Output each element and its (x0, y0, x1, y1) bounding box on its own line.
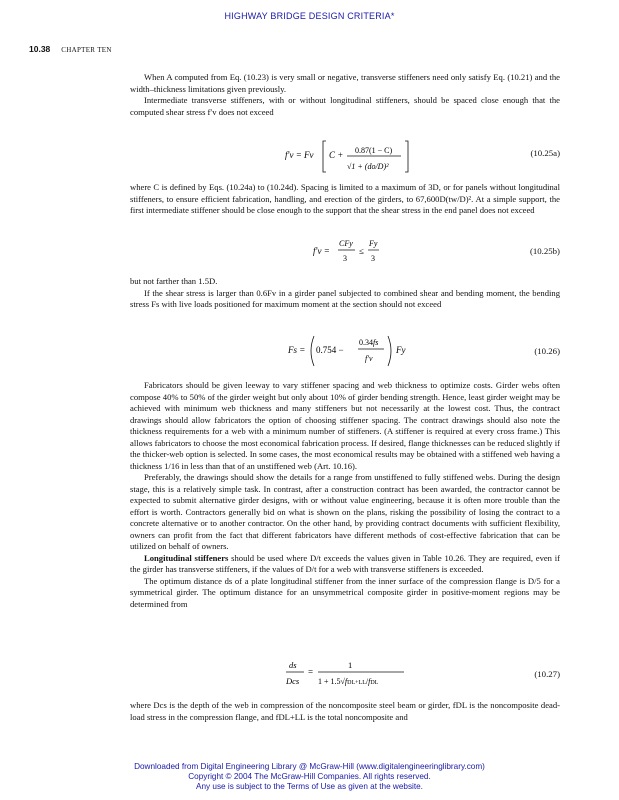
equation-10-27 (130, 656, 560, 694)
chapter-title: CHAPTER TEN (61, 46, 112, 54)
svg-text:ds: ds (289, 660, 297, 670)
text-block-3 (130, 276, 560, 311)
equation-10-26-expression (288, 332, 408, 372)
paragraph-10: where Dcs is the depth of the web in compression of the noncomposite steel beam or girder, fDL is the noncomposite dead-load stress in the compression flange, and fDL+LL is the total noncomposite and (130, 700, 560, 722)
svg-text:3: 3 (343, 254, 347, 263)
equation-10-25b (130, 236, 560, 266)
text-block-4 (130, 380, 560, 610)
svg-text:CFy: CFy (339, 239, 353, 248)
paragraph-8 (130, 553, 560, 576)
equation-10-26-graphic (288, 332, 408, 370)
paragraph-8-body: should be used where D/t exceeds the values given in Table 10.26. They are required, even if the girder has transverse stiffeners, if the values of D/t for a web with transverse stiffeners is exceeded. (130, 552, 560, 574)
equation-number: (10.25b) (529, 246, 560, 256)
svg-text:f′v: f′v (365, 354, 373, 363)
footer-download-link[interactable]: Downloaded from Digital Engineering Library @ McGraw-Hill (www.digitalengineeringlibrary.com) (134, 762, 485, 771)
footer-terms: Any use is subject to the Terms of Use as given at the website. (196, 782, 423, 791)
page-number: 10.38 (29, 44, 51, 54)
svg-text:0.34fs: 0.34fs (359, 338, 379, 347)
equation-number: (10.27) (534, 669, 560, 679)
equation-number: (10.25a) (530, 148, 560, 158)
running-head (29, 44, 112, 54)
paragraph-3: where C is defined by Eqs. (10.24a) to (10.24d). Spacing is limited to a maximum of 3D, or for panels without longitudinal stiffeners, to ensure efficient fabrication, handling, and erection of the girders, to 67,600D(tw/D)². At a simple support, the first intermediate stiffener should be close enough to the support that the shear stress in the end panel does not exceed (130, 182, 560, 215)
svg-text:1 + 1.5√fDL+LL/fDL: 1 + 1.5√fDL+LL/fDL (318, 677, 379, 686)
text-block-5 (130, 700, 560, 723)
svg-text:0.754 −: 0.754 − (316, 345, 344, 355)
paragraph-1: When A computed from Eq. (10.23) is very small or negative, transverse stiffeners need only satisfy Eq. (10.21) and the width–thickness limitations given previously. (130, 72, 560, 94)
svg-text:Fs =: Fs = (288, 345, 306, 355)
paragraph-6: Fabricators should be given leeway to vary stiffener spacing and web thickness to optimize costs. Girder webs often compose 40% to 50% of the girder weight but only about 10% of girder bending strength. Hence, least girder weight may be achieved with minimum web thickness and many stiffeners but not necessarily at the lowest cost. Thus, the contract drawings should allow fabricators the option of choosing stiffener spacing. The contract drawings should also note the thickness requirements for a web with a minimum number of stiffeners. (A stiffener is required at every cross frame.) This allows fabricators to choose the most economical fabrication process. If desired, flange thicknesses can be reduced slightly if the thicker-web option is selected. In some cases, the most economical results may be obtained with a stiffened web having a thickness 1/16 in less than that of an unstiffened web (Art. 10.16). (130, 380, 560, 471)
equation-10-27-expression (286, 656, 416, 694)
equation-10-25b-graphic (313, 236, 393, 266)
equation-number: (10.26) (534, 346, 560, 356)
svg-text:f′v =: f′v = (313, 246, 330, 256)
svg-text:Fy: Fy (396, 345, 406, 355)
svg-text:C +: C + (329, 150, 344, 160)
paragraph-2: Intermediate transverse stiffeners, with or without longitudinal stiffeners, should be spaced close enough that the computed shear stress f′v does not exceed (130, 95, 560, 117)
equation-10-25a (130, 134, 560, 178)
equation-10-26 (130, 330, 560, 372)
paragraph-5: If the shear stress is larger than 0.6Fv in a girder panel subjected to combined shear and bending moment, the bending stress Fs with live loads positioned for maximum moment at the section should not exceed (130, 287, 560, 309)
svg-text:≤: ≤ (359, 246, 364, 256)
equation-10-27-graphic (286, 656, 416, 692)
svg-text:f′v = Fv: f′v = Fv (285, 150, 314, 160)
page-footer (0, 762, 619, 792)
text-block-1 (130, 72, 560, 118)
paragraph-4: but not farther than 1.5D. (130, 276, 218, 286)
svg-text:=: = (308, 667, 314, 677)
svg-text:√1 + (do/D)²: √1 + (do/D)² (347, 162, 389, 171)
svg-text:1: 1 (348, 660, 353, 670)
svg-text:Fy: Fy (369, 239, 378, 248)
svg-text:Dcs: Dcs (286, 676, 300, 686)
document-banner: HIGHWAY BRIDGE DESIGN CRITERIA* (224, 11, 395, 21)
equation-10-25a-expression (285, 136, 415, 178)
svg-text:0.87(1 − C): 0.87(1 − C) (355, 146, 393, 155)
paragraph-7: Preferably, the drawings should show the details for a range from unstiffened to fully stiffened webs. During the design stage, this is a relatively simple task. In contrast, after a construction contract has been awarded, the contractor cannot be expected to submit alternative girder designs, with or without value engineering, because it is often more trouble than the effort is worth. Contractors generally bid on what is shown on the plans, risking the possibility of losing the contract to a concrete alternative or to another contractor. On the other hand, by providing contract documents with sufficient flexibility, owners can profit from the fact that different fabricators have different methods of cost-effective fabrication that can be utilized on behalf of owners. (130, 472, 560, 551)
text-block-2 (130, 182, 560, 217)
equation-10-25a-graphic (285, 136, 415, 176)
equation-10-25b-expression (313, 236, 393, 268)
svg-text:3: 3 (371, 254, 375, 263)
longitudinal-stiffeners-heading: Longitudinal stiffeners (144, 552, 229, 563)
paragraph-9: The optimum distance ds of a plate longitudinal stiffener from the inner surface of the compression flange is D/5 for a symmetrical girder. The optimum distance for an unsymmetrical composite girder in positive-moment regions may be determined from (130, 575, 560, 609)
footer-copyright: Copyright © 2004 The McGraw-Hill Companies. All rights reserved. (188, 772, 431, 781)
